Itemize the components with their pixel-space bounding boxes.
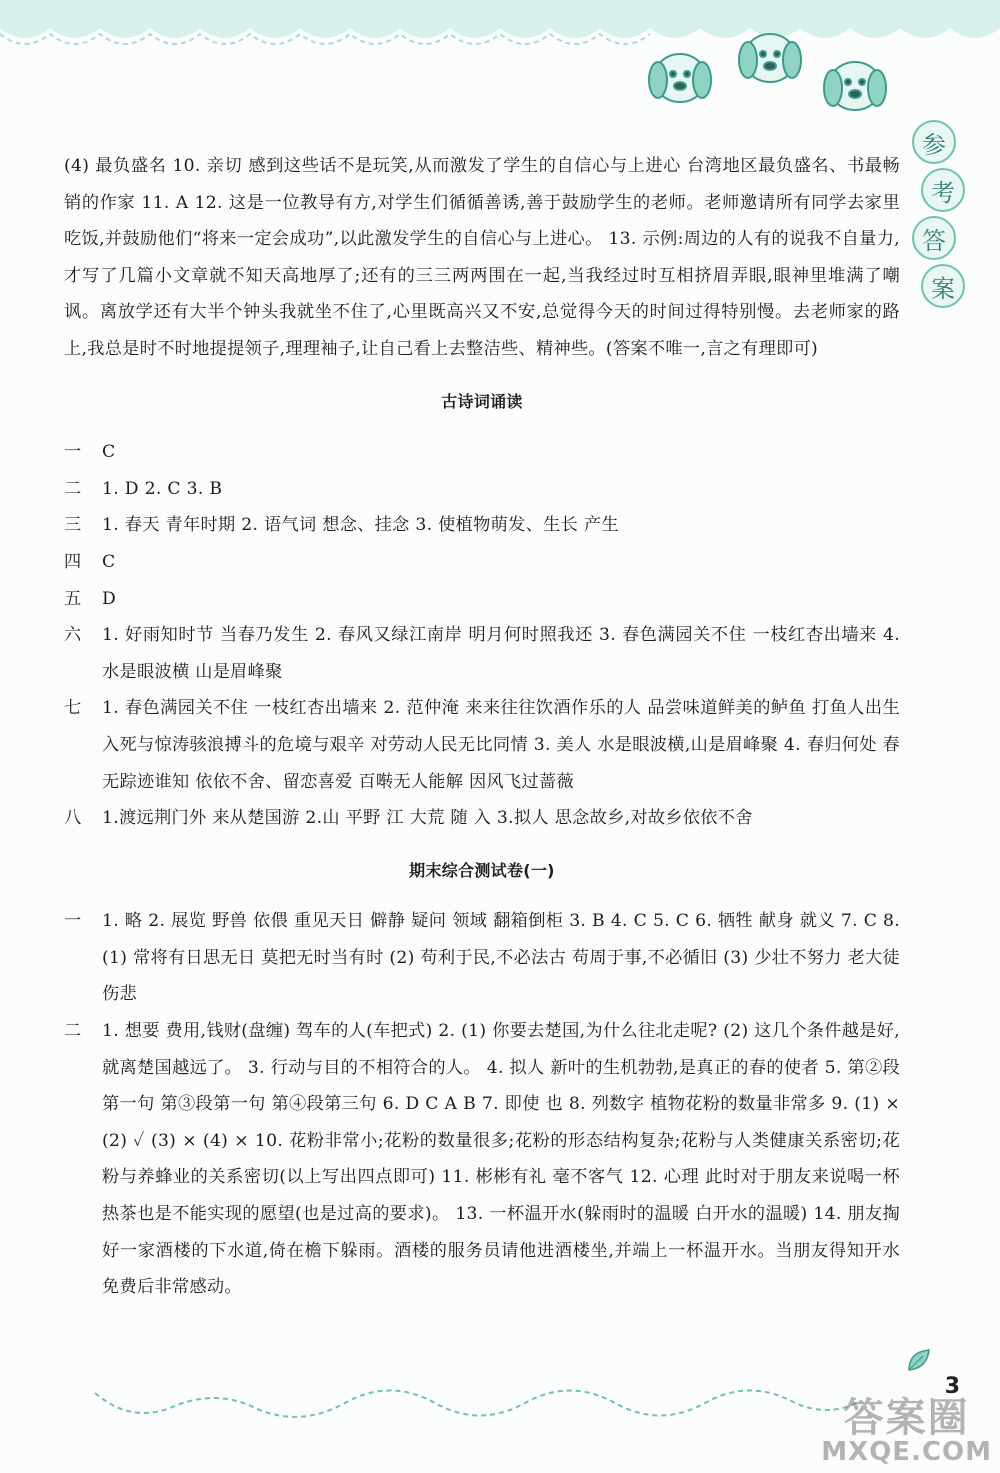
question-line [64, 800, 900, 837]
question-number: 六 [64, 625, 82, 646]
watermark-cn: 答案圈 [843, 1395, 970, 1441]
leaf-icon [906, 1347, 932, 1373]
question-line [64, 581, 900, 618]
puppy-icon [649, 54, 711, 102]
question-number: 五 [64, 588, 82, 609]
question-number: 八 [64, 808, 82, 829]
watermark-en: MXQE.COM [821, 1437, 992, 1467]
question-number: 二 [64, 478, 82, 499]
question-line [64, 507, 900, 544]
question-answer: 1.渡远荆门外 来从楚国游 2.山 平野 江 大荒 随 入 3.拟人 思念故乡,对故乡依依不舍 [102, 808, 753, 829]
answer-content [64, 148, 900, 1306]
question-number: 四 [64, 551, 82, 572]
badge-char: 参 [912, 120, 956, 164]
page-number: 3 [944, 1374, 960, 1399]
question-answer: C [102, 551, 116, 572]
watermark-logo [821, 1386, 992, 1467]
question-line [64, 471, 900, 508]
question-line [64, 544, 900, 581]
question-number: 二 [64, 1021, 82, 1042]
puppies-illustration [640, 18, 910, 118]
question-number: 三 [64, 515, 82, 536]
question-answer: C [102, 442, 116, 463]
question-number: 七 [64, 698, 82, 719]
section-title: 古诗词诵读 [441, 391, 523, 411]
question-line [64, 690, 900, 800]
question-answer: 1. 略 2. 展览 野兽 依偎 重见天日 僻静 疑问 领域 翻箱倒柜 3. B 4. C 5. C 6. 牺牲 献身 就义 7. C 8. (1) 常将有日思无日 莫把无时当有时 (2) 苟利于民,不必法古 苟周于事,不必循旧 (3) 少壮不努力 老大徒伤悲 [102, 911, 900, 1005]
question-number: 一 [64, 911, 82, 932]
question-answer: 1. 想要 费用,钱财(盘缠) 驾车的人(车把式) 2. (1) 你要去楚国,为什么往北走呢? (2) 这几个条件越是好,就离楚国越远了。 3. 行动与目的不相符合的人。 4. 拟人 新叶的生机勃勃,是真正的春的使者 5. 第②段第一句 第③段第一句 第④段第三句 6. D C A B 7. 即使 也 8. 列数字 植物花粉的数量非常多 9. (1) × (2) ✓ (3) × (4) × 10. 花粉非常小;花粉的数量很多;花粉的形态结构复杂;花粉与人类健康关系密切;花粉与养蜂业的关系密切(以上写出四点即可) 11. 彬彬有礼 毫不客气 12. 心理 此时对于朋友来说喝一杯热茶也是不能实现的愿望(也是过高的要求)。 13. 一杯温开水(躲雨时的温暖 白开水的温暖) 14. 朋友掏好一家酒楼的下水道,倚在檐下躲雨。酒楼的服务员请他进酒楼坐,并端上一杯温开水。当朋友得知开水免费后非常感动。 [102, 1021, 900, 1298]
section-list [64, 903, 900, 1306]
intro-paragraph: (4) 最负盛名 10. 亲切 感到这些话不是玩笑,从而激发了学生的自信心与上进心 台湾地区最负盛名、书最畅销的作家 11. A 12. 这是一位教导有方,对学生们循循善诱,善于鼓励学生的老师。老师邀请所有同学去家里吃饭,并鼓励他们“将来一定会成功”,以此激发学生的自信心与上进心。 13. 示例:周边的人有的说我不自量力,才写了几篇小文章就不知天高地厚了;还有的三三两两围在一起,当我经过时互相挤眉弄眼,眼神里堆满了嘲讽。离放学还有大半个钟头我就坐不住了,心里既高兴又不安,总觉得今天的时间过得特别慢。去老师家的路上,我总是时不时地提提领子,理理袖子,让自己看上去整洁些、精神些。(答案不唯一,言之有理即可) [64, 156, 900, 359]
puppy-icon [824, 62, 886, 110]
question-line [64, 903, 900, 1013]
badge-char: 考 [921, 168, 965, 212]
question-answer: 1. 春色满园关不住 一枝红杏出墙来 2. 范仲淹 来来往往饮酒作乐的人 品尝味道鲜美的鲈鱼 打鱼人出生入死与惊涛骇浪搏斗的危境与艰辛 对劳动人民无比同情 3. 美人 水是眼波横,山是眉峰聚 4. 春归何处 春无踪迹谁知 依依不舍、留恋喜爱 百啭无人能解 因风飞过蔷薇 [102, 698, 900, 792]
question-answer: 1. D 2. C 3. B [102, 478, 223, 499]
badge-char: 答 [912, 216, 956, 260]
question-answer: 1. 好雨知时节 当春乃发生 2. 春风又绿江南岸 明月何时照我还 3. 春色满园关不住 一枝红杏出墙来 4. 水是眼波横 山是眉峰聚 [102, 625, 900, 682]
puppy-icon [739, 34, 801, 82]
question-line [64, 434, 900, 471]
section-title: 期末综合测试卷(一) [409, 860, 555, 880]
question-number: 一 [64, 442, 82, 463]
question-answer: 1. 春天 青年时期 2. 语气词 想念、挂念 3. 使植物萌发、生长 产生 [102, 515, 619, 536]
question-line [64, 617, 900, 690]
section-list [64, 434, 900, 837]
answer-key-badge [906, 120, 962, 308]
question-line [64, 1013, 900, 1306]
question-answer: D [102, 588, 117, 609]
badge-char: 案 [921, 264, 965, 308]
